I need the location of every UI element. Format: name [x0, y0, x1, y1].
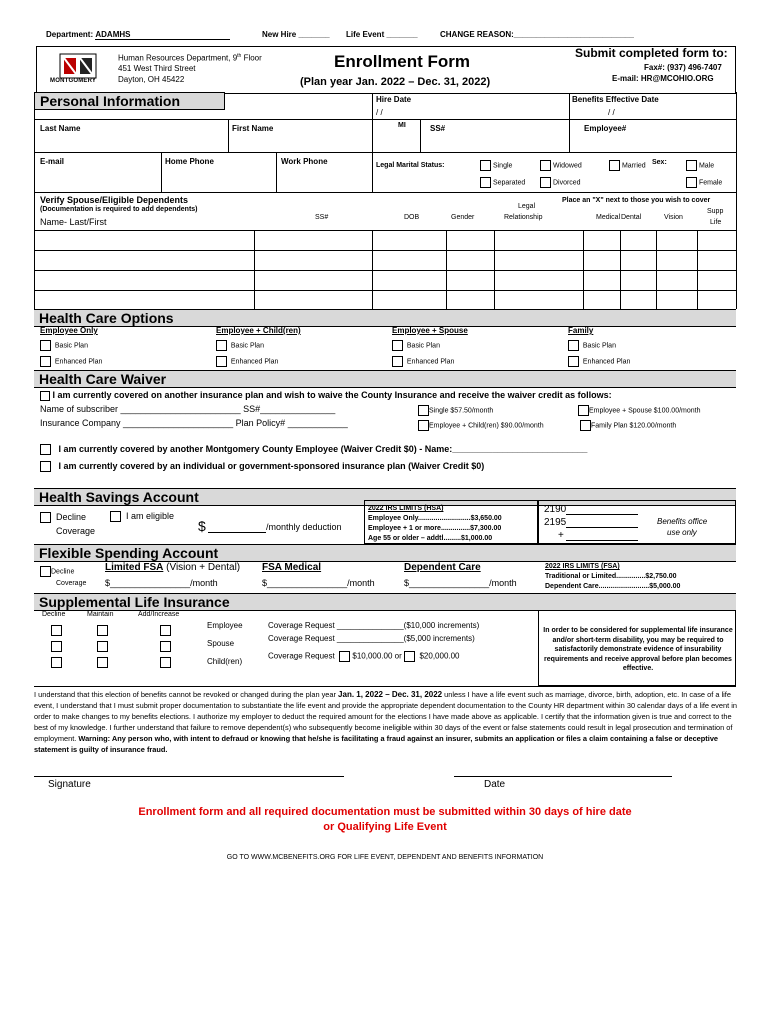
section-divider [34, 686, 736, 687]
children-decline-checkbox[interactable] [51, 654, 62, 672]
employee-only-enhanced[interactable]: Enhanced Plan [40, 356, 102, 367]
female-option[interactable]: Female [686, 177, 722, 188]
grid-line [372, 152, 373, 192]
dependent-row-line [34, 290, 736, 291]
supp-column-header-1: Supp [707, 208, 724, 215]
office-code-plus: + [558, 530, 564, 541]
employee-coverage-request[interactable]: Coverage Request _______________($10,000 increments) [268, 621, 480, 630]
checkbox[interactable] [40, 461, 51, 472]
waiver-county-employee[interactable]: I am currently covered by another Montgomery County Employee (Waiver Credit $0) - Name:___________________________ [40, 444, 587, 455]
spouse-coverage-request[interactable]: Coverage Request _______________($5,000 increments) [268, 634, 475, 643]
employee-only-basic[interactable]: Basic Plan [40, 340, 88, 351]
checkbox[interactable] [40, 340, 51, 351]
grid-line [161, 152, 162, 192]
hsa-limit-age55: Age 55 or older – addtl.........$1,000.00 [368, 535, 493, 542]
grid-line [34, 119, 736, 120]
hsa-coverage-label: Coverage [56, 526, 96, 536]
office-code-2195: 2195 [544, 517, 567, 528]
legal-column-header-2: Relationship [504, 214, 543, 221]
waiver-employee-children[interactable]: Employee + Child(ren) $90.00/month [418, 420, 544, 431]
widowed-option[interactable]: Widowed [540, 160, 582, 171]
grid-line [34, 92, 35, 309]
dob-column-header: DOB [404, 214, 420, 221]
grid-line [656, 230, 657, 309]
checkbox[interactable] [110, 511, 121, 522]
fax-number: Fax#: (937) 496-7407 [644, 63, 722, 72]
grid-line [34, 192, 736, 193]
benefits-website-note: GO TO WWW.MCBENEFITS.ORG FOR LIFE EVENT, DEPENDENT AND BENEFITS INFORMATION [226, 854, 544, 861]
health-care-options-title: Health Care Options [34, 309, 736, 327]
date-label: Date [484, 779, 506, 790]
dependent-care-heading: Dependent Care [404, 562, 481, 573]
checkbox[interactable] [40, 444, 51, 455]
name-column-header: Name- Last/First [40, 217, 107, 227]
grid-line [420, 119, 421, 152]
separated-option[interactable]: Separated [480, 177, 525, 188]
checkbox[interactable] [418, 420, 429, 431]
plan-year: (Plan year Jan. 2022 – Dec. 31, 2022) [300, 76, 491, 88]
dependents-note: (Documentation is required to add dependents) [40, 206, 198, 213]
email-label: E-mail [40, 157, 65, 166]
checkbox[interactable] [540, 160, 551, 171]
grid-line [446, 230, 447, 309]
spouse-row-label: Spouse [207, 639, 235, 648]
fsa-coverage-label: Coverage [56, 580, 87, 587]
checkbox[interactable] [580, 420, 591, 431]
legal-disclaimer: I understand that this election of benefits cannot be revoked or changed during the plan year Jan. 1, 2022 – Dec. 31, 2022 unless I have a life event such as marriage, divorce, birth, adoption, etc. In case of a life event, I understand that I must submit proper documentation to substantiate the life event and provide the appropriate dependent documentation to the County HR department within 30 calendar days of a life event in order to make changes to my benefits elections. I authorize my employer to deduct the required amount for the elections I have made above as applicable. I certify that the information given is true and correct to the best of my knowledge. I further understand that failure to remove dependent(s) who subsequently become ineligible within 30 days of the event or false statements could result in legal prosecution and termination of employment. Warning: Any person who, with intent to defraud or knowing that he/she is facilitating a fraud against an insurer, submits an application or files a claim containing a false or deceptive statement is guilty of insurance fraud. [34, 690, 737, 754]
employee-spouse-heading: Employee + Spouse [392, 326, 468, 335]
employee-spouse-basic[interactable]: Basic Plan [392, 340, 440, 351]
decline-column-header: Decline [42, 611, 66, 618]
fsa-medical-heading: FSA Medical [262, 562, 322, 573]
gender-column-header: Gender [451, 214, 475, 221]
dependent-row-line [34, 230, 736, 231]
grid-line [228, 119, 229, 152]
email-address: E-mail: HR@MCOHIO.ORG [612, 74, 714, 83]
grid-line [276, 152, 277, 192]
submission-deadline-line2: or Qualifying Life Event [323, 821, 447, 833]
office-code-line [566, 527, 638, 528]
signature-line[interactable] [34, 776, 344, 777]
children-row-label: Child(ren) [207, 657, 243, 666]
fsa-medical-amount[interactable]: $________________/month [262, 578, 375, 588]
add-increase-column-header: Add/Increase [138, 611, 180, 618]
children-10000-checkbox[interactable] [339, 651, 350, 662]
checkbox[interactable] [216, 356, 227, 367]
waiver-individual-plan[interactable]: I am currently covered by an individual or government-sponsored insurance plan (Waiver Credit $0) [40, 461, 484, 472]
waiver-option-other-plan[interactable]: I am currently covered on another insurance plan and wish to waive the County Insurance and receive the waiver credit as follows: [40, 390, 612, 401]
grid-line [372, 230, 373, 309]
legal-column-header-1: Legal [518, 203, 536, 210]
checkbox[interactable] [40, 512, 51, 523]
dependent-row-line [34, 270, 736, 271]
fsa-irs-title: 2022 IRS LIMITS (FSA) [545, 563, 620, 570]
office-code-line [566, 514, 638, 515]
office-code-2190: 2190 [544, 504, 567, 515]
form-title: Enrollment Form [334, 52, 471, 71]
checkbox[interactable] [392, 356, 403, 367]
office-use-label-2: use only [667, 528, 697, 537]
insurability-note: In order to be considered for supplemental life insurance and/or short-term disability, you may be required to satisfactorily demonstrate evidence of insurability requirements and receive approval before plan becomes effective. [543, 627, 733, 672]
hsa-decline[interactable]: Decline [40, 512, 86, 523]
family-heading: Family [568, 326, 594, 335]
employee-number-label: Employee# [584, 124, 627, 133]
fsa-title: Flexible Spending Account [34, 544, 736, 562]
hsa-amount-field[interactable] [208, 532, 266, 533]
fsa-decline[interactable]: Decline [40, 566, 74, 577]
vision-column-header: Vision [664, 214, 683, 221]
change-reason-field[interactable]: CHANGE REASON:___________________________ [440, 30, 634, 39]
personal-info-title: Personal Information [34, 92, 225, 110]
hsa-title: Health Savings Account [34, 488, 736, 506]
hsa-limit-employee-only: Employee Only...........................$3,650.00 [368, 515, 502, 522]
grid-line [736, 92, 737, 309]
hsa-dollar-sign: $ [198, 518, 206, 534]
work-phone-label: Work Phone [281, 157, 328, 166]
checkbox[interactable] [392, 340, 403, 351]
single-option[interactable]: Single [480, 160, 512, 171]
benefits-effective-date-field[interactable]: / / [608, 108, 615, 117]
supplemental-life-title: Supplemental Life Insurance [34, 593, 736, 611]
dependent-row-line [34, 250, 736, 251]
date-line[interactable] [454, 776, 672, 777]
checkbox[interactable] [216, 340, 227, 351]
grid-line [569, 94, 570, 152]
county-logo [50, 52, 102, 88]
checkbox[interactable] [480, 160, 491, 171]
grid-line [697, 230, 698, 309]
children-coverage-request[interactable]: Coverage Request $10,000.00 or $20,000.00 [268, 651, 460, 661]
ssn-label: SS# [430, 124, 446, 133]
checkbox[interactable] [568, 356, 579, 367]
employee-children-enhanced[interactable]: Enhanced Plan [216, 356, 278, 367]
family-basic[interactable]: Basic Plan [568, 340, 616, 351]
mi-label: MI [398, 122, 406, 129]
benefits-effective-date-label: Benefits Effective Date [572, 95, 659, 104]
checkbox[interactable] [686, 160, 697, 171]
limited-fsa-heading: Limited FSA (Vision + Dental) [105, 562, 241, 573]
sex-label: Sex: [652, 159, 667, 166]
department-field[interactable]: ADAMHS [95, 30, 230, 40]
married-option[interactable]: Married [609, 160, 646, 171]
grid-line [254, 230, 255, 309]
fsa-limit-dependent-care: Dependent Care..........................$5,000.00 [545, 583, 681, 590]
limited-fsa-amount[interactable]: $________________/month [105, 578, 218, 588]
employee-children-basic[interactable]: Basic Plan [216, 340, 264, 351]
checkbox[interactable] [40, 566, 51, 577]
org-address-line3: Dayton, OH 45422 [118, 75, 185, 84]
office-code-line [566, 540, 638, 541]
hire-date-field[interactable]: / / [376, 108, 383, 117]
logo-text: MONTGOMERY [50, 78, 97, 84]
medical-column-header: Medical [596, 214, 621, 221]
family-enhanced[interactable]: Enhanced Plan [568, 356, 630, 367]
children-20000-checkbox[interactable] [404, 651, 415, 662]
checkbox[interactable] [40, 356, 51, 367]
life-event-field[interactable]: Life Event _______ [346, 30, 418, 39]
hsa-limit-employee-plus: Employee + 1 or more...............$7,300.00 [368, 525, 502, 532]
checkbox[interactable] [480, 177, 491, 188]
supp-column-header-2: Life [710, 219, 722, 226]
place-x-instruction: Place an "X" next to those you wish to cover [562, 197, 711, 204]
checkbox[interactable] [540, 177, 551, 188]
employee-children-heading: Employee + Child(ren) [216, 326, 301, 335]
home-phone-label: Home Phone [165, 157, 214, 166]
grid-line [34, 152, 736, 153]
checkbox[interactable] [609, 160, 620, 171]
subscriber-field[interactable]: Name of subscriber ________________________ SS#_______________ [40, 404, 336, 414]
hire-date-label: Hire Date [376, 95, 412, 104]
checkbox[interactable] [578, 405, 589, 416]
hsa-monthly-label: /monthly deduction [266, 522, 342, 532]
children-maintain-checkbox[interactable] [97, 654, 108, 672]
submit-to-heading: Submit completed form to: [575, 46, 728, 60]
divorced-option[interactable]: Divorced [540, 177, 581, 188]
checkbox[interactable] [40, 391, 50, 401]
checkbox[interactable] [418, 405, 429, 416]
grid-line [494, 230, 495, 309]
dental-column-header: Dental [621, 214, 642, 221]
waiver-family[interactable]: Family Plan $120.00/month [580, 420, 676, 431]
checkbox[interactable] [686, 177, 697, 188]
employee-row-label: Employee [207, 621, 243, 630]
new-hire-field[interactable]: New Hire _______ [262, 30, 330, 39]
department-label: Department: ADAMHS [46, 30, 230, 40]
ss-column-header: SS# [315, 214, 329, 221]
submission-deadline-line1: Enrollment form and all required documentation must be submitted within 30 days of hire date [138, 806, 632, 818]
office-use-label-1: Benefits office [657, 517, 708, 526]
org-address-line1: Human Resources Department, 9th Floor [118, 53, 262, 63]
org-address-line2: 451 West Third Street [118, 64, 196, 73]
last-name-label: Last Name [40, 124, 81, 133]
first-name-label: First Name [232, 124, 274, 133]
signature-label: Signature [48, 779, 91, 790]
grid-line [583, 230, 584, 309]
male-option[interactable]: Male [686, 160, 714, 171]
waiver-single[interactable]: Single $57.50/month [418, 405, 493, 416]
employee-spouse-enhanced[interactable]: Enhanced Plan [392, 356, 454, 367]
health-care-waiver-title: Health Care Waiver [34, 370, 736, 388]
maintain-column-header: Maintain [87, 611, 114, 618]
dependents-title: Verify Spouse/Eligible Dependents [40, 195, 189, 205]
insurance-company-field[interactable]: Insurance Company ______________________ Plan Policy# ____________ [40, 418, 348, 428]
hsa-eligible[interactable]: I am eligible [110, 511, 174, 522]
checkbox[interactable] [568, 340, 579, 351]
fsa-limit-traditional: Traditional or Limited...............$2,750.00 [545, 573, 677, 580]
children-add-checkbox[interactable] [160, 654, 171, 672]
hsa-irs-title: 2022 IRS LIMITS (HSA) [368, 505, 444, 512]
grid-line [620, 230, 621, 309]
grid-line [372, 94, 373, 152]
marital-status-label: Legal Marital Status: [376, 162, 445, 169]
dependent-care-amount[interactable]: $________________/month [404, 578, 517, 588]
employee-only-heading: Employee Only [40, 326, 98, 335]
waiver-employee-spouse[interactable]: Employee + Spouse $100.00/month [578, 405, 701, 416]
